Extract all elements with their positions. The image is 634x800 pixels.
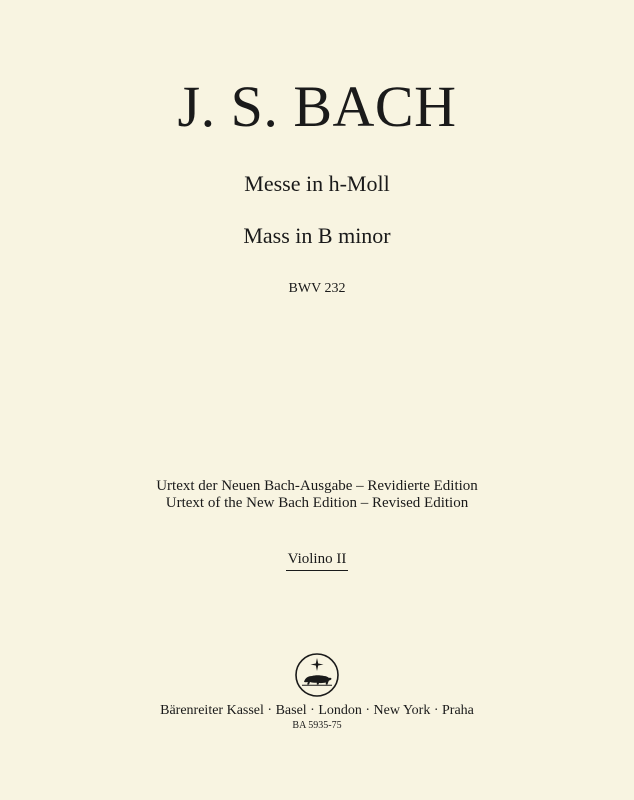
baerenreiter-bear-star-logo-icon [294, 652, 340, 698]
composer-name: J. S. BACH [177, 74, 457, 139]
publisher-imprint: Bärenreiter Kassel · Basel · London · New York · Praha [160, 703, 474, 718]
edition-note-english: Urtext of the New Bach Edition – Revised Edition [165, 495, 469, 511]
instrument-part-label: Violino II [286, 550, 349, 571]
edition-code: BA 5935-75 [292, 720, 342, 731]
edition-note-german: Urtext der Neuen Bach-Ausgabe – Revidierte Edition [156, 478, 478, 494]
part-label-wrapper [0, 550, 634, 571]
work-title-german: Messe in h-Moll [244, 171, 390, 196]
catalog-number: BWV 232 [288, 281, 346, 296]
work-title-english: Mass in B minor [243, 223, 391, 248]
